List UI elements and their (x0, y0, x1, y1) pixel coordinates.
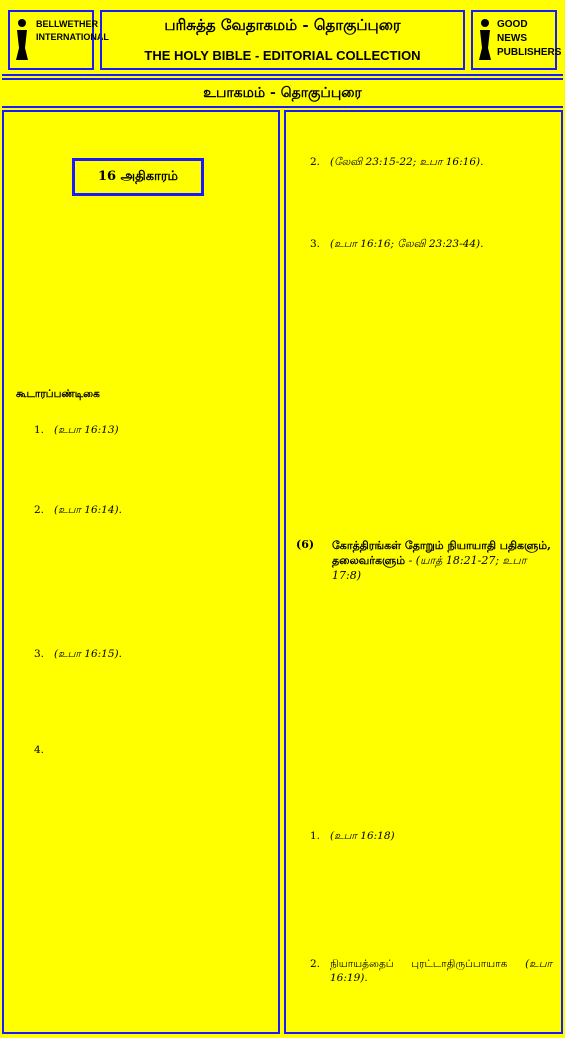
logo-left-text: BELLWETHER INTERNATIONAL (36, 19, 109, 42)
title-tamil: பரிசுத்த வேதாகமம் - தொகுப்புரை (164, 16, 401, 34)
list-item: 3. (உபா 16:16; லேவி 23:23-44). (310, 238, 484, 250)
list-item: 1. (உபா 16:13) (34, 424, 119, 436)
chapter-box: 16 அதிகாரம் (72, 158, 204, 196)
content-columns (2, 110, 563, 1036)
book-subheader: உபாகமம் - தொகுப்புரை (2, 78, 563, 108)
list-item: 3. (உபா 16:15). (34, 648, 122, 660)
title-english: THE HOLY BIBLE - EDITORIAL COLLECTION (144, 48, 421, 63)
figure-icon (14, 18, 30, 62)
list-item: 1. (உபா 16:18) (310, 830, 395, 842)
left-column: 16 அதிகாரம் கூடாரப்பண்டிகை 1. (உபா 16:13) 2. (உபா 16:14). 3. (உபா 16:15). 4. (2, 110, 280, 1034)
good-news-logo (471, 10, 562, 70)
bellwether-logo (8, 10, 109, 70)
list-item: 2. (லேவி 23:15-22; உபா 16:16). (310, 156, 484, 168)
page-header (2, 2, 563, 76)
section-title: கூடாரப்பண்டிகை (16, 388, 100, 400)
title-box (100, 10, 465, 70)
right-column (284, 110, 563, 1034)
logo-right-text: GOOD NEWS PUBLISHERS (497, 19, 562, 58)
figure-icon (477, 18, 493, 62)
list-item: 2. நியாயத்தைப் புரட்டாதிருப்பாயாக (உபா 16:19). (310, 958, 552, 984)
section-6-heading: (6) கோத்திரங்கள் தோறும் நியாயாதி பதிகளும், தலைவர்களும் - (யாத் 18:21-27; உபா 17:8) (296, 538, 551, 582)
list-item: 2. (உபா 16:14). (34, 504, 122, 516)
